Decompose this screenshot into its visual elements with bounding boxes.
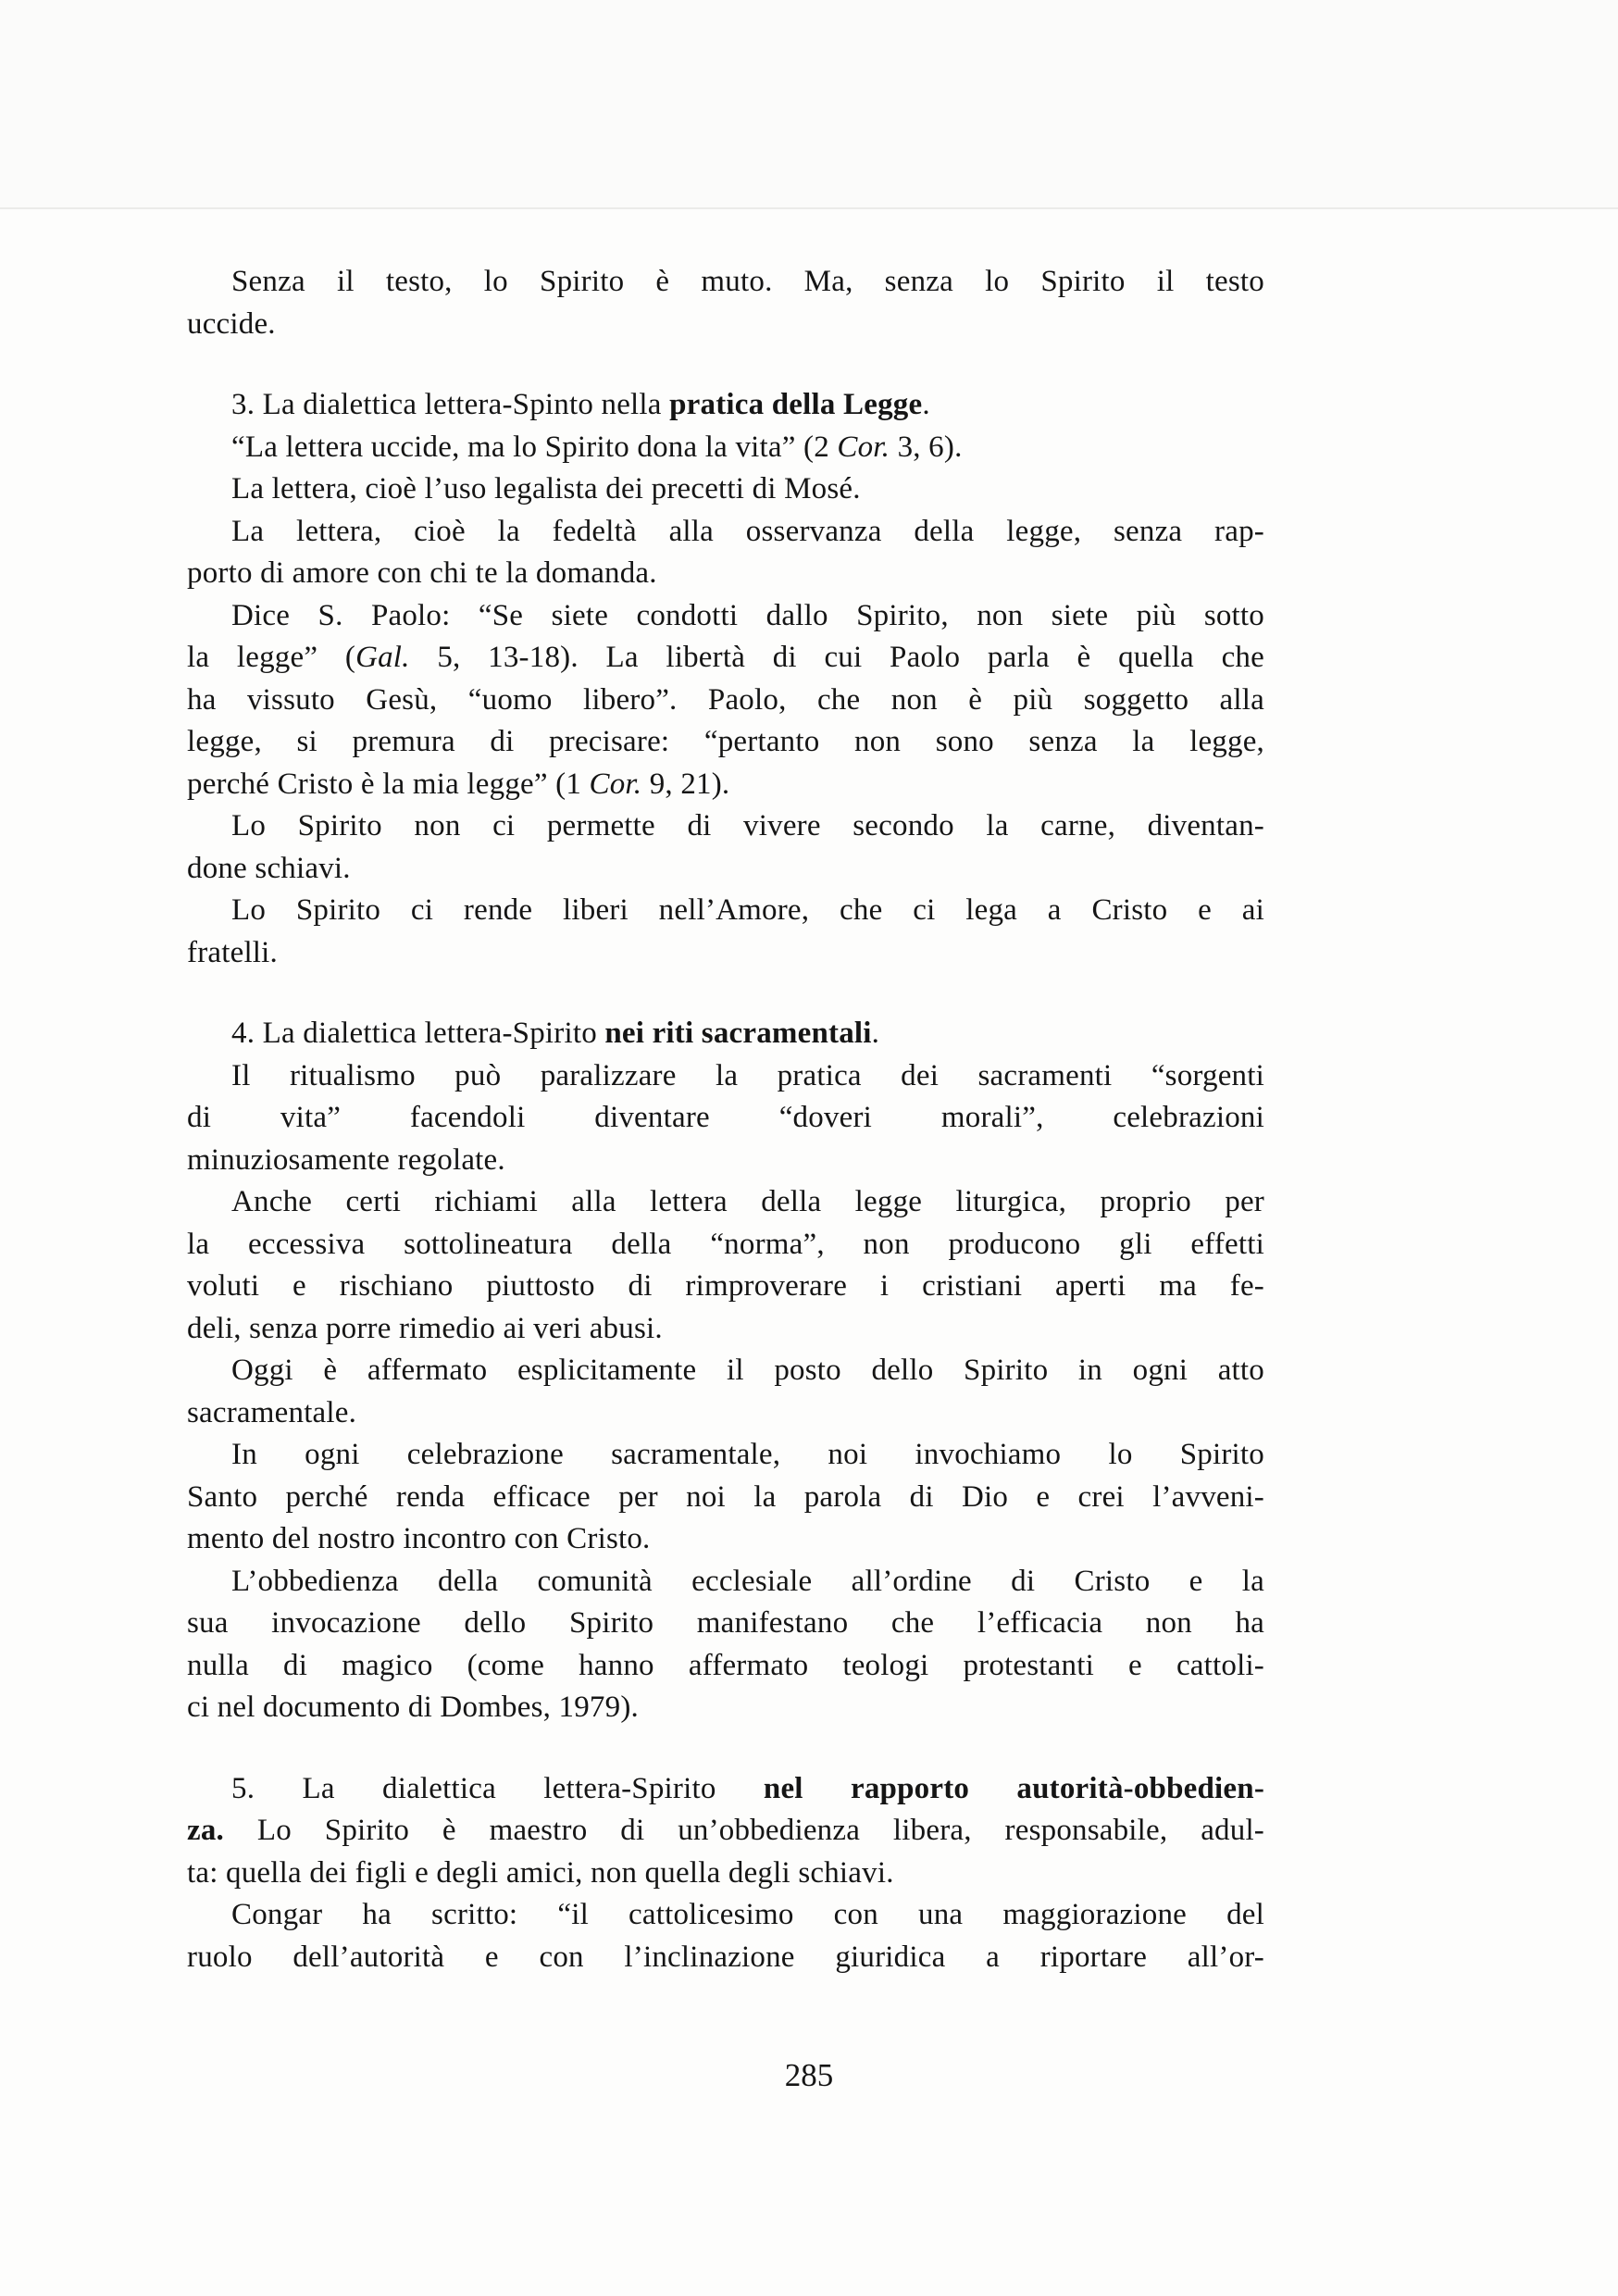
body-text: L’obbedienza della comunità ecclesiale all’ordine di Cristo e la: [231, 1564, 1264, 1598]
paragraph: [187, 468, 1264, 511]
text-line: [187, 1894, 1264, 1937]
bold-text: nel rapporto autorità-obbedien-: [763, 1771, 1265, 1805]
body-text: .: [922, 388, 930, 421]
body-text: sua invocazione dello Spirito manifestano che l’efficacia non ha: [187, 1606, 1264, 1640]
body-text: la legge” (: [187, 641, 356, 674]
body-text: Senza il testo, lo Spirito è muto. Ma, senza lo Spirito il testo: [231, 265, 1264, 298]
text-line: [187, 553, 1264, 595]
italic-text: Cor.: [837, 430, 890, 464]
paragraph: [187, 1350, 1264, 1434]
body-text: 3. La dialettica lettera-Spinto nella: [231, 388, 670, 421]
text-line: [187, 468, 1264, 511]
body-text: legge, si premura di precisare: “pertanto non sono senza la legge,: [187, 725, 1264, 758]
text-line: [187, 1937, 1264, 1979]
body-text: Lo Spirito è maestro di un’obbedienza libera, responsabile, adul-: [224, 1814, 1264, 1847]
bold-text: za.: [187, 1814, 224, 1847]
section-gap: [187, 974, 1264, 1013]
text-line: [187, 511, 1264, 554]
text-line: [187, 1810, 1264, 1853]
scan-margin-top: [0, 0, 1618, 207]
body-text: done schiavi.: [187, 851, 351, 885]
body-text: deli, senza porre rimedio ai veri abusi.: [187, 1311, 663, 1345]
text-line: [187, 1181, 1264, 1224]
text-line: [187, 932, 1264, 975]
body-text: Oggi è affermato esplicitamente il posto dello Spirito in ogni atto: [231, 1354, 1264, 1387]
italic-text: Gal.: [355, 641, 410, 674]
body-text: Congar ha scritto: “il cattolicesimo con una maggiorazione del: [231, 1898, 1264, 1931]
body-text: perché Cristo è la mia legge” (1: [187, 767, 590, 801]
text-line: [187, 1645, 1264, 1688]
text-line: [187, 890, 1264, 932]
text-line: [187, 764, 1264, 806]
text-line: [187, 1350, 1264, 1392]
body-text: Lo Spirito non ci permette di vivere secondo la carne, diventan-: [231, 809, 1264, 842]
body-text: “La lettera uccide, ma lo Spirito dona la vita” (2: [231, 430, 838, 464]
body-text: ruolo dell’autorità e con l’inclinazione giuridica a riportare all’or-: [187, 1940, 1264, 1974]
section-gap: [187, 1729, 1264, 1768]
text-line: [187, 1308, 1264, 1351]
italic-text: Cor.: [589, 767, 642, 801]
section-gap: [187, 345, 1264, 384]
paragraph: [187, 1894, 1264, 1978]
body-text: 4. La dialettica lettera-Spirito: [231, 1017, 605, 1050]
paragraph: [187, 1181, 1264, 1350]
body-text: Santo perché renda efficace per noi la parola di Dio e crei l’avveni-: [187, 1479, 1264, 1514]
text-line: [187, 680, 1264, 722]
body-text: Lo Spirito ci rende liberi nell’Amore, che ci lega a Cristo e ai: [231, 893, 1264, 927]
paragraph: [187, 427, 1264, 469]
body-text: Dice S. Paolo: “Se siete condotti dallo Spirito, non siete più sotto: [231, 598, 1264, 632]
body-text: La lettera, cioè l’uso legalista dei precetti di Mosé.: [231, 472, 861, 505]
body-text: In ogni celebrazione sacramentale, noi invochiamo lo Spirito: [231, 1438, 1264, 1471]
text-line: [187, 1140, 1264, 1182]
body-text: voluti e rischiano piuttosto di rimproverare i cristiani aperti ma fe-: [187, 1269, 1264, 1303]
paragraph: [187, 1434, 1264, 1561]
body-text: sacramentale.: [187, 1395, 357, 1429]
paragraph: [187, 261, 1264, 345]
body-text: mento del nostro incontro con Cristo.: [187, 1522, 651, 1555]
paragraph: [187, 595, 1264, 806]
text-line: [187, 304, 1264, 346]
paragraph: [187, 384, 1264, 427]
paragraph: [187, 1013, 1264, 1055]
body-text: 5. La dialettica lettera-Spirito: [231, 1771, 764, 1805]
body-text: porto di amore con chi te la domanda.: [187, 556, 657, 590]
paragraph: [187, 511, 1264, 595]
text-line: [187, 1434, 1264, 1477]
paragraph: [187, 1055, 1264, 1182]
body-text: .: [871, 1017, 880, 1050]
body-text: Anche certi richiami alla lettera della legge liturgica, proprio per: [231, 1185, 1264, 1218]
paragraph: [187, 890, 1264, 974]
page-number: 285: [784, 2057, 834, 2093]
body-text: uccide.: [187, 306, 276, 341]
text-line: [187, 1266, 1264, 1308]
paragraph: [187, 1561, 1264, 1729]
body-text: minuziosamente regolate.: [187, 1142, 505, 1177]
text-line: [187, 1013, 1264, 1055]
text-line: [187, 261, 1264, 304]
paragraph: [187, 805, 1264, 890]
text-line: [187, 384, 1264, 427]
text-line: [187, 721, 1264, 764]
text-line: [187, 1768, 1264, 1811]
text-line: [187, 427, 1264, 469]
bold-text: nei riti sacramentali: [604, 1017, 872, 1050]
bold-text: pratica della Legge: [669, 388, 923, 421]
text-line: [187, 1055, 1264, 1098]
text-line: [187, 1853, 1264, 1895]
body-text: ci nel documento di Dombes, 1979).: [187, 1691, 639, 1724]
text-line: [187, 848, 1264, 891]
text-line: [187, 1477, 1264, 1519]
text-block: [187, 261, 1264, 1978]
text-line: [187, 1224, 1264, 1267]
text-line: [187, 1687, 1264, 1729]
text-line: [187, 1518, 1264, 1561]
scan-artifact-line: [0, 207, 1618, 209]
paragraph: [187, 1768, 1264, 1895]
body-text: di vita” facendoli diventare “doveri morali”, celebrazioni: [187, 1101, 1264, 1134]
body-text: la eccessiva sottolineatura della “norma”, non producono gli effetti: [187, 1227, 1264, 1261]
body-text: La lettera, cioè la fedeltà alla osservanza della legge, senza rap-: [231, 514, 1264, 548]
body-text: ta: quella dei figli e degli amici, non quella degli schiavi.: [187, 1855, 894, 1890]
body-text: ha vissuto Gesù, “uomo libero”. Paolo, che non è più soggetto alla: [187, 682, 1264, 717]
text-line: [187, 1097, 1264, 1140]
body-text: fratelli.: [187, 935, 278, 969]
body-text: nulla di magico (come hanno affermato teologi protestanti e cattoli-: [187, 1648, 1264, 1682]
body-text: Il ritualismo può paralizzare la pratica dei sacramenti “sorgenti: [231, 1058, 1264, 1092]
body-text: 9, 21).: [641, 767, 730, 801]
body-text: 3, 6).: [890, 430, 963, 464]
text-line: [187, 805, 1264, 848]
body-text: 5, 13-18). La libertà di cui Paolo parla è quella che: [409, 641, 1264, 674]
text-line: [187, 1561, 1264, 1603]
text-line: [187, 595, 1264, 638]
text-line: [187, 1392, 1264, 1435]
text-line: [187, 1603, 1264, 1645]
text-line: [187, 637, 1264, 680]
